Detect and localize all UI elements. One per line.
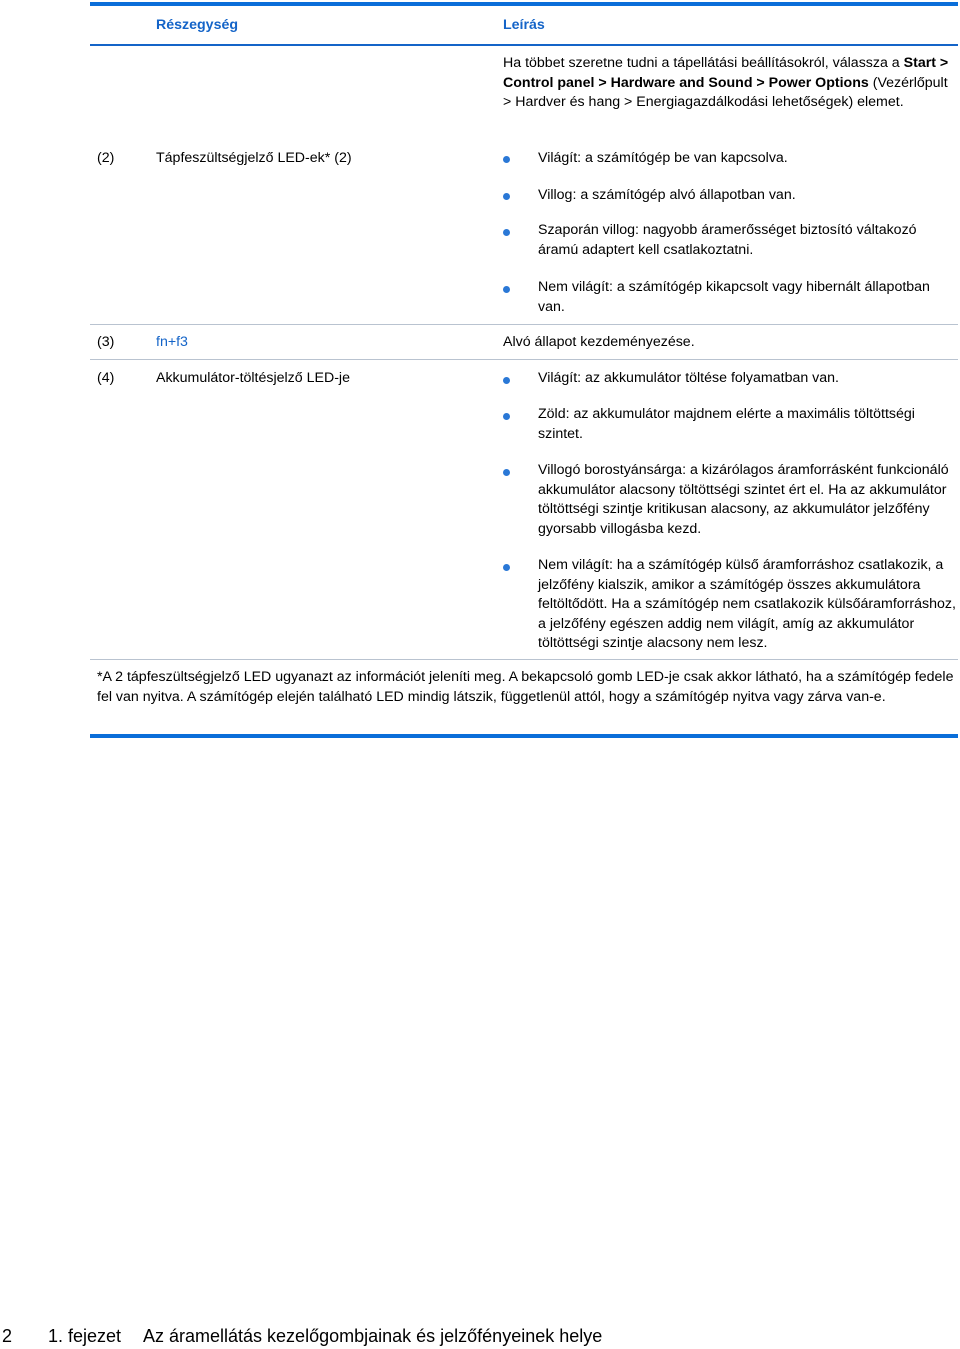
- bullet-icon: [503, 413, 510, 420]
- row-name-battery-led: Akkumulátor-töltésjelző LED-je: [156, 370, 350, 386]
- header-component: Részegység: [156, 17, 239, 33]
- list-item: Zöld: az akkumulátor majdnem elérte a maximális töltöttségi szintet.: [538, 406, 915, 442]
- chapter-label: 1. fejezet: [48, 1326, 122, 1346]
- list-item: Nem világít: ha a számítógép külső áramforráshoz csatlakozik, a jelzőfény kialszik, amikor a számítógép összes akkumulátora feltöltődött. Ha a számítógép nem csatlakozik külsőáramforráshoz, a jelzőfény egészen addig nem világít, amíg az akkumulátor töltöttségi szintje alacsony nem lesz.: [538, 557, 956, 651]
- list-item: Villog: a számítógép alvó állapotban van.: [538, 187, 796, 203]
- list-item: Szaporán villog: nagyobb áramerősséget biztosító váltakozó áramú adaptert kell csatlakoztatni.: [538, 222, 917, 258]
- list-item: Nem világít: a számítógép kikapcsolt vagy hibernált állapotban van.: [538, 279, 930, 315]
- bullet-icon: [503, 377, 510, 384]
- table-top-rule: [90, 2, 958, 6]
- bullet-icon: [503, 286, 510, 293]
- page-number: 2: [2, 1326, 13, 1346]
- row-num-2: (2): [97, 150, 115, 166]
- row-divider: [90, 324, 958, 325]
- intro-menu-path: Start > Control panel > Hardware and Sound > Power Options: [503, 55, 949, 91]
- table-bottom-rule: [90, 734, 958, 738]
- bullet-icon: [503, 193, 510, 200]
- row-divider: [90, 359, 958, 360]
- row-name-fn-f3: fn+f3: [156, 334, 188, 350]
- row-divider: [90, 659, 958, 660]
- row-name-power-led: Tápfeszültségjelző LED-ek* (2): [156, 150, 352, 166]
- row-num-4: (4): [97, 370, 115, 386]
- bullet-icon: [503, 564, 510, 571]
- list-item: Világít: a számítógép be van kapcsolva.: [538, 150, 788, 166]
- row-num-3: (3): [97, 334, 115, 350]
- intro-text-1: Ha többet szeretne tudni a tápellátási beállításokról, válassza a: [503, 55, 904, 71]
- bullet-icon: [503, 156, 510, 163]
- row-text-sleep: Alvó állapot kezdeményezése.: [503, 334, 695, 350]
- bullet-icon: [503, 469, 510, 476]
- power-options-intro: [503, 54, 953, 113]
- intro-text-2: (Vezérlőpult > Hardver és hang > Energiagazdálkodási lehetőségek) elemet.: [503, 74, 948, 110]
- list-item: Villogó borostyánsárga: a kizárólagos áramforrásként funkcionáló akkumulátor alacsony töltöttségi szintet ért el. Ha az akkumulátor töltöttségi szintje kritikusan alacsony, az akkumulátor jelzőfény gyorsabb villogásba kezd.: [538, 462, 949, 537]
- header-rule: [90, 44, 958, 46]
- list-item: Világít: az akkumulátor töltése folyamatban van.: [538, 370, 839, 386]
- header-description: Leírás: [503, 17, 545, 33]
- bullet-icon: [503, 229, 510, 236]
- table-footnote: *A 2 tápfeszültségjelző LED ugyanazt az információt jeleníti meg. A bekapcsoló gomb LED-je csak akkor látható, ha a számítógép fedele fel van nyitva. A számítógép elején található LED mindig látszik, függetlenül attól, hogy a számítógép nyitva vagy zárva van-e.: [97, 669, 954, 705]
- chapter-title: Az áramellátás kezelőgombjainak és jelzőfényeinek helye: [143, 1326, 603, 1346]
